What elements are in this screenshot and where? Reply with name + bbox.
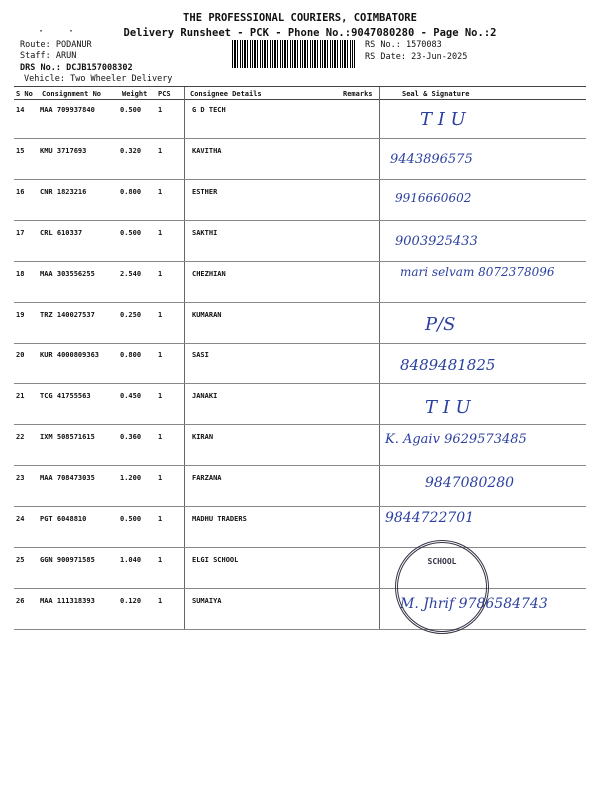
row-consignee: KUMARAN [192,310,222,319]
col-consignment: Consignment No [42,90,102,98]
rs-date-label: RS Date: [365,52,406,62]
row-divider [14,588,586,589]
row-pcs: 1 [158,515,163,523]
col-remarks: Remarks [343,90,373,98]
row-consignee: KAVITHA [192,146,222,155]
row-pcs: 1 [158,187,163,196]
row-pcs: 1 [158,269,163,278]
drs-value: DCJB157008302 [66,63,133,73]
handwritten-signature: T I U [420,109,466,130]
rs-date-value: 23-Jun-2025 [411,52,468,62]
row-consignment: MAA 709937840 [40,106,95,114]
table-row [0,304,600,344]
route-label: Route: [20,40,51,50]
row-divider [14,629,586,630]
row-weight: 0.800 [120,351,142,360]
rs-no-value: 1570083 [405,40,442,50]
col-pcs: PCS [158,90,171,98]
row-sno: 21 [16,392,25,401]
row-sno: 16 [16,187,25,196]
row-weight: 0.250 [120,310,142,319]
row-consignee: SASI [192,351,209,360]
row-weight: 1.200 [120,474,142,483]
vehicle-line [24,74,172,85]
row-consignment: MAA 303556255 [40,269,95,278]
mark-dot: · [68,26,75,37]
row-consignment: CRL 610337 [40,228,83,237]
mark-dot: · [38,26,45,37]
handwritten-signature: 9847080280 [425,475,515,492]
staff-line [20,51,76,62]
table-row [0,467,600,507]
row-pcs: 1 [158,555,163,564]
row-consignment: MAA 111318393 [40,596,95,605]
drs-line [20,63,133,74]
row-pcs: 1 [158,146,163,155]
handwritten-signature: 9844722701 [385,510,475,526]
row-consignment: KUR 4000809363 [40,351,100,360]
row-weight: 0.500 [120,515,142,523]
row-weight: 0.800 [120,187,142,196]
table-row [0,549,600,589]
row-pcs: 1 [158,596,163,605]
row-pcs: 1 [158,106,163,114]
row-consignee: ESTHER [192,187,218,196]
stamp-text: SCHOOL [427,557,457,566]
table-row [0,426,600,466]
handwritten-signature: 9443896575 [390,151,473,167]
row-sno: 26 [16,596,25,605]
rs-no-label: RS No.: [365,40,401,50]
handwritten-signature: 9916660602 [395,190,472,205]
row-sno: 20 [16,351,25,360]
handwritten-signature: 9003925433 [395,233,478,249]
handwritten-signature: K. Agaiv 9629573485 [385,432,527,448]
row-divider [14,302,586,303]
rs-date-line [365,52,467,63]
row-pcs: 1 [158,228,163,237]
header-rule [14,86,586,87]
handwritten-signature: T I U [425,397,471,419]
row-divider [14,465,586,466]
row-divider [14,547,586,548]
row-consignee: FARZANA [192,474,222,483]
row-consignment: PGT 6048810 [40,515,87,523]
row-divider [14,424,586,425]
barcode [232,40,355,68]
row-consignment: CNR 1823216 [40,187,87,196]
row-weight: 0.120 [120,596,142,605]
staff-value: ARUN [55,51,77,61]
row-weight: 2.540 [120,269,142,278]
row-consignment: TCG 41755563 [40,392,91,401]
row-pcs: 1 [158,474,163,483]
row-consignee: KIRAN [192,433,214,442]
row-consignee: MADHU TRADERS [192,515,247,523]
col-sno: S No [16,90,33,98]
row-consignment: TRZ 140027537 [40,310,95,319]
row-weight: 0.500 [120,228,142,237]
row-sno: 17 [16,228,25,237]
table-row [0,263,600,303]
row-divider [14,179,586,180]
row-weight: 0.500 [120,106,142,114]
vehicle-value: Two Wheeler Delivery [70,74,173,84]
company-title: THE PROFESSIONAL COURIERS, COIMBATORE [183,12,417,24]
row-weight: 0.320 [120,146,142,155]
table-row [0,99,600,139]
row-sno: 14 [16,106,25,114]
row-sno: 23 [16,474,25,483]
row-weight: 0.450 [120,392,142,401]
row-consignment: IXM 508571615 [40,433,95,442]
row-consignment: MAA 708473035 [40,474,95,483]
col-consignee: Consignee Details [190,90,262,98]
vehicle-label: Vehicle: [24,74,65,84]
row-weight: 0.360 [120,433,142,442]
row-consignee: CHEZHIAN [192,269,226,278]
table-row [0,222,600,262]
school-stamp [395,540,489,634]
row-divider [14,343,586,344]
row-consignee: SUMAIYA [192,596,222,605]
row-weight: 1.040 [120,555,142,564]
row-pcs: 1 [158,351,163,360]
row-consignment: GGN 900971585 [40,555,95,564]
row-consignee: SAKTHI [192,228,218,237]
runsheet-subtitle: Delivery Runsheet - PCK - Phone No.:9047080280 - Page No.:2 [123,27,497,39]
row-sno: 24 [16,515,25,523]
col-seal: Seal & Signature [402,90,470,98]
row-pcs: 1 [158,392,163,401]
row-consignee: ELGI SCHOOL [192,555,239,564]
table-row [0,344,600,384]
drs-label: DRS No.: [20,63,61,73]
route-line [20,40,92,51]
handwritten-signature: 8489481825 [400,356,496,375]
row-sno: 22 [16,433,25,442]
row-consignment: KMU 3717693 [40,146,87,155]
row-divider [14,383,586,384]
row-consignee: G D TECH [192,106,226,114]
row-sno: 19 [16,310,25,319]
row-divider [14,261,586,262]
row-pcs: 1 [158,433,163,442]
row-consignee: JANAKI [192,392,218,401]
table-row [0,590,600,630]
staff-label: Staff: [20,51,51,61]
row-sno: 25 [16,555,25,564]
route-value: PODANUR [55,40,92,50]
rs-no-line [365,40,442,51]
table-row [0,508,600,548]
handwritten-signature: mari selvam 8072378096 [400,264,555,279]
col-weight: Weight [122,90,148,98]
row-divider [14,138,586,139]
table-row [0,385,600,425]
handwritten-signature: M. Jhrif 9786584743 [400,595,548,612]
row-divider [14,506,586,507]
row-divider [14,220,586,221]
handwritten-signature: P/S [425,313,456,335]
row-pcs: 1 [158,310,163,319]
table-row [0,181,600,221]
row-sno: 15 [16,146,25,155]
table-row [0,140,600,180]
row-sno: 18 [16,269,25,278]
